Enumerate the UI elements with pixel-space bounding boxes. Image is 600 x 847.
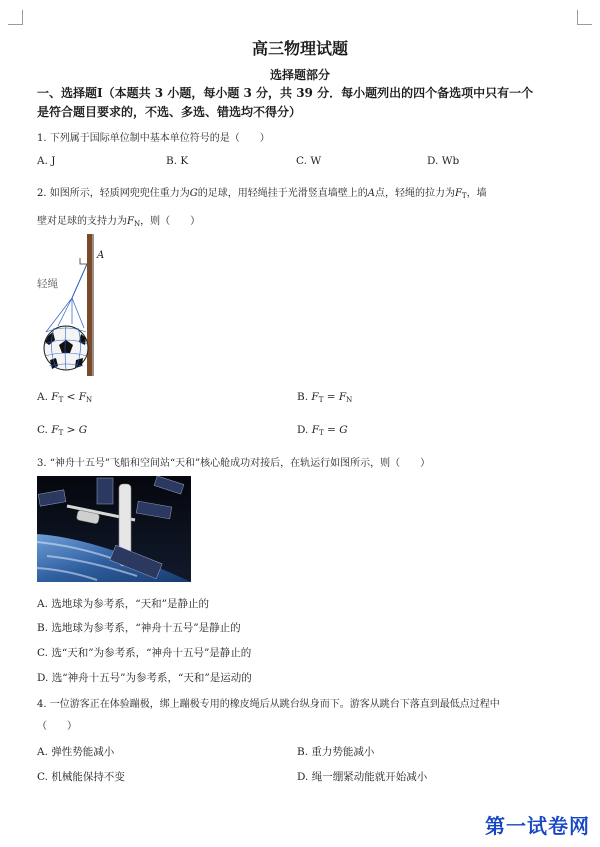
corner-mark-right — [577, 10, 592, 25]
q4-option-b: B. 重力势能减小 — [297, 746, 375, 758]
q4-option-d: D. 绳一绷紧动能就开始减小 — [297, 771, 428, 783]
q3-option-d: D. 选“神舟十五号”为参考系，“天和”是运动的 — [37, 672, 252, 684]
q2-option-c: C. $F_T > G$ — [37, 424, 88, 437]
section-heading — [37, 84, 567, 122]
page-title: 高三物理试题 — [251, 39, 348, 58]
q2-option-a: A. $F_T < F_N$ — [37, 391, 93, 404]
q2-option-d: D. $F_T = G$ — [297, 424, 348, 437]
q1-option-c: C. W — [296, 155, 322, 167]
q4-option-a: A. 弹性势能减小 — [37, 746, 115, 758]
q3-option-a: A. 选地球为参考系，“天和”是静止的 — [37, 598, 209, 610]
q1-option-b: B. K — [166, 155, 189, 167]
q2-figure-label-a: A — [97, 250, 105, 261]
corner-mark-left — [8, 10, 23, 25]
wall — [87, 234, 92, 376]
q2-stem-line2: 壁对足球的支持力为$F_N$，则（ ） — [37, 216, 201, 228]
q4-option-c: C. 机械能保持不变 — [37, 771, 125, 783]
site-watermark: 第一试卷网 — [485, 814, 590, 838]
q1-option-d: D. Wb — [427, 155, 460, 167]
q1-stem: 1. 下列属于国际单位制中基本单位符号的是（ ） — [37, 133, 270, 144]
solar-panel — [97, 478, 113, 504]
q3-stem: 3. “神舟十五号”飞船和空间站“天和”核心舱成功对接后，在轨运行如图所示，则（ ） — [37, 458, 431, 469]
q3-option-c: C. 选“天和”为参考系，“神舟十五号”是静止的 — [37, 647, 252, 659]
q4-stem-line2: （ ） — [37, 721, 77, 732]
q2-figure-label-rope: 轻绳 — [37, 278, 58, 290]
page-subtitle: 选择题部分 — [269, 68, 330, 82]
q4-stem-line1: 4. 一位游客正在体验蹦极，绑上蹦极专用的橡皮绳后从跳台纵身而下。游客从跳台下落直到最低点过程中 — [37, 699, 500, 710]
net-line — [58, 298, 72, 326]
point-a-marker — [80, 258, 87, 264]
q3-option-b: B. 选地球为参考系，“神舟十五号”是静止的 — [37, 622, 241, 634]
rope — [72, 264, 87, 298]
q2-stem-line1: 2. 如图所示，轻质网兜兜住重力为G的足球，用轻绳挂于光滑竖直墙壁上的A点，轻绳的拉力为$F_T$，墙 — [37, 188, 487, 200]
section-heading-line2: 是符合题目要求的，不选、多选、错选均不得分） — [37, 105, 302, 119]
section-heading-line1: 一、选择题Ⅰ（本题共 3 小题，每小题 3 分，共 39 分．每小题列出的四个备选项中只有一个 — [37, 86, 534, 100]
net-line — [72, 298, 84, 328]
q2-option-b: B. $F_T = F_N$ — [297, 391, 353, 404]
q2-figure-ball-on-wall — [36, 232, 106, 378]
q1-option-a: A. J — [37, 155, 56, 167]
q3-figure-space-station — [37, 476, 191, 582]
